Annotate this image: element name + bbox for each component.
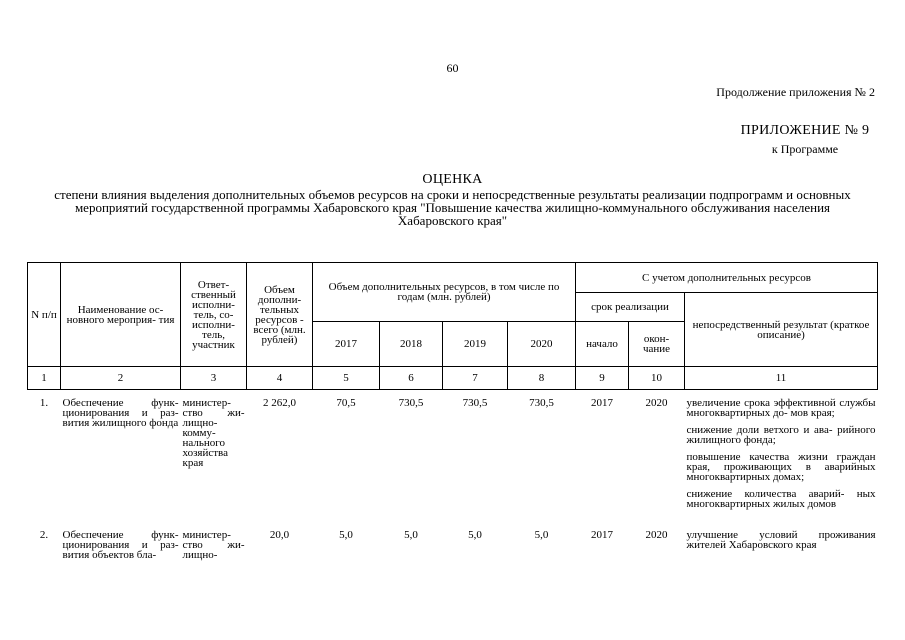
result-item: повышение качества жизни граждан края, проживающих в аварийных многоквартирных домах;: [686, 451, 876, 483]
header-num: N п/п: [28, 263, 61, 367]
header-year-2017: 2017: [313, 322, 380, 367]
continuation-note: Продолжение приложения № 2: [716, 85, 875, 99]
row-num: 2.: [39, 529, 49, 541]
row-responsible: министер- ство жи- лищно- комму- нального хозяйства края: [182, 397, 245, 469]
row-start: 2017: [591, 397, 614, 409]
table-row: [28, 510, 878, 561]
column-number: 10: [629, 367, 685, 390]
row-name: Обеспечение функ- ционирования и раз- вития объектов бла-: [62, 529, 179, 561]
column-number: 11: [685, 367, 878, 390]
row-total: 2 262,0: [263, 397, 296, 409]
row-end: 2020: [645, 397, 668, 409]
header-name: Наименование ос- новного мероприя- тия: [61, 263, 181, 367]
column-number: 1: [28, 367, 61, 390]
row-start: 2017: [591, 529, 614, 541]
row-2017: 70,5: [336, 397, 356, 409]
column-number: 4: [247, 367, 313, 390]
header-end: окон- чание: [629, 322, 685, 367]
table-row: [28, 390, 878, 511]
row-responsible: министер- ство жи- лищно-: [182, 529, 245, 561]
document-subtitle: степени влияния выделения дополнительных объемов ресурсов на сроки и непосредственные результаты реализации подпрограмм и основных мероприятий государственной программы Хабаровского края "Повышение качества жилищно-коммунального обслуживания населения Хабаровского края": [54, 187, 851, 228]
row-2020: 5,0: [534, 529, 549, 541]
result-item: улучшение условий проживания жителей Хабаровского края: [686, 529, 876, 551]
header-year-2018: 2018: [380, 322, 443, 367]
column-number: 2: [61, 367, 181, 390]
row-2019: 730,5: [462, 397, 488, 409]
header-start: начало: [576, 322, 629, 367]
result-item: снижение доли ветхого и ава- рийного жилищного фонда;: [686, 424, 876, 446]
row-2019: 5,0: [468, 529, 482, 541]
row-name: Обеспечение функ- ционирования и раз- вития жилищного фонда: [62, 397, 179, 429]
header-direct-result: непосредственный результат (краткое описание): [685, 293, 878, 367]
column-number: 9: [576, 367, 629, 390]
assessment-table: [27, 262, 878, 561]
header-with-resources: С учетом дополнительных ресурсов: [576, 263, 878, 293]
row-end: 2020: [645, 529, 668, 541]
header-year-2020: 2020: [508, 322, 576, 367]
column-number: 5: [313, 367, 380, 390]
appendix-title: ПРИЛОЖЕНИЕ № 9: [740, 123, 870, 138]
header-volume: Объем дополни- тельных ресурсов - всего (млн. рублей): [247, 263, 313, 367]
column-number: 3: [181, 367, 247, 390]
header-year-2019: 2019: [443, 322, 508, 367]
row-num: 1.: [39, 397, 49, 409]
column-number: 6: [380, 367, 443, 390]
row-total: 20,0: [269, 529, 290, 541]
column-number: 7: [443, 367, 508, 390]
header-responsible: Ответ- ственный исполни- тель, со- исполни- тель, участник: [181, 263, 247, 367]
page-number: 60: [446, 61, 459, 75]
row-results: [685, 390, 878, 511]
row-2018: 730,5: [398, 397, 424, 409]
row-2020: 730,5: [529, 397, 554, 409]
row-results: [685, 510, 878, 561]
result-item: увеличение срока эффективной службы многоквартирных до- мов края;: [686, 397, 876, 419]
header-period: срок реализации: [576, 293, 685, 322]
appendix-subtitle: к Программе: [771, 142, 839, 156]
column-number: 8: [508, 367, 576, 390]
result-item: снижение количества аварий- ных многоквартирных жилых домов: [686, 488, 876, 510]
row-2018: 5,0: [404, 529, 418, 541]
document-title: ОЦЕНКА: [422, 172, 483, 187]
row-2017: 5,0: [339, 529, 353, 541]
header-by-years: Объем дополнительных ресурсов, в том числе по годам (млн. рублей): [313, 263, 576, 322]
